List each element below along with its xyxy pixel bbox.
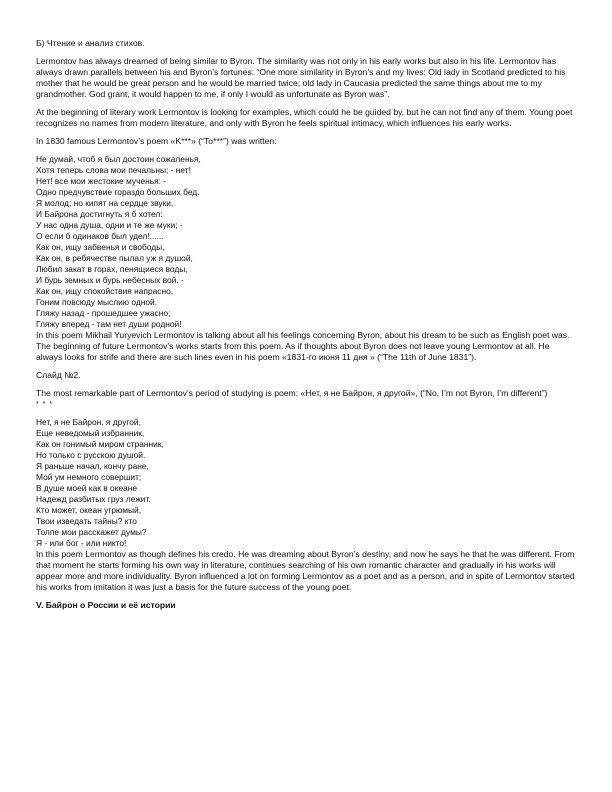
poem-line: Гоним повсюду мыслию одной. [36,297,158,307]
paragraph-poem-analysis: In this poem Mikhail Yuryevich Lermontov is talking about all his feelings concerning Byron, about his dream to be such as English poet was. The beginning of future Lermontov’s works starts from this poem. As if thoughts about Byron does not leave young Lermontov at all. He always looks for strife and there are such lines even in his poem «1831-го июня 11 дня » (“The 11th of June 1831”). [36,330,570,362]
paragraph-literary-beginning: At the beginning of literary work Lermontov is looking for examples, which could he be guided by, but he can not find any of them. Young poet recognizes no names from modern literature, and only with Byron he feels spiritual intimacy, which influences his early works. [36,107,573,128]
paragraph-byron-similarity: Lermontov has always dreamed of being similar to Byron. The similarity was not only in his early works but also in his life. Lermontov has always drawn parallels between his and Byron’s fortunes: “One more similarity in Byron’s and my lives: Old lady in Scotland predicted to his mother that he would be great person and he would be married twice; old lady in Caucasia predicted the same things about me to my grandmother. God grant, it would happen to me, if only I would as unfortunate as Byron was”. [36,56,566,99]
poem-line: Хотя теперь слова мои печальны; - нет! [36,165,191,175]
poem-line: Не думай, чтоб я был достоин сожаленья, [36,154,201,164]
poem-line: Твои изведать тайны? кто [36,516,137,526]
poem-line: Надежд разбитых груз лежит. [36,494,151,504]
poem-line: О если б одинаков был удел!...... [36,231,164,241]
poem-line: Как он гонимый миром странник, [36,439,164,449]
poem-line: Я молод; но кипят на сердце звуки, [36,198,174,208]
poem-line: Любил закат в горах, пенящиеся воды, [36,264,188,274]
paragraph-not-byron-intro: The most remarkable part of Lermontov’s period of studying is poem: «Нет, я не Байрон, я другой», (“No, I’m not Byron, I’m different”) [36,388,548,398]
section-v-title: V. Байрон о России и её истории [36,600,176,610]
poem-not-byron [36,417,576,549]
poem-line: Нет, я не Байрон, я другой, [36,417,141,427]
poem-line: У нас одна душа, одни и те же муки; - [36,220,183,230]
poem-line: Кто может, океан угрюмый, [36,505,142,515]
poem-k [36,154,576,330]
poem-line: Как он, ищу спокойствия напрасно, [36,286,174,296]
slide-label: Слайд №2. [36,370,81,380]
poem-line: В душе моей как в океане [36,483,138,493]
poem-line: Одно предчувствие гораздо больших бед. [36,187,200,197]
poem-line: Нет! все мои жестокие мученья: - [36,176,167,186]
poem-line: Но только с русскою душой. [36,450,146,460]
poem-line: Еще неведомый избранник, [36,428,145,438]
poem-line: Гляжу назад - прошедшее ужасно; [36,308,171,318]
paragraph-credo: In this poem Lermontov as though defines his credo. He was dreaming about Byron’s destiny, and now he says he that he was different. From that moment he starts forming his own way in literature, continues searching of his own romantic character and gradually in his works will appear more and more individuality. Byron influenced a lot on forming Lermontov as a poet and as a person, and in spite of Lermontov started his works from imitation it was just a basis for the future success of the young poet. [36,549,575,592]
stars-divider: * * * [36,401,54,408]
poem-line: Как он, ищу забвенья и свободы, [36,242,165,252]
paragraph-poem-intro: In 1830 famous Lermontov’s poem «K***» (“To***”) was written: [36,136,277,146]
section-b-title: Б) Чтение и анализ стихов. [36,38,145,48]
poem-line: Как он, в ребячестве пылал уж я душой, [36,253,193,263]
poem-line: И Байрона достигнуть я б хотел: [36,209,163,219]
poem-line: И бурь земных и бурь небесных вой. - [36,275,184,285]
poem-line: Гляжу вперед - там нет души родной! [36,319,182,329]
poem-line: Я - или бог - или никто! [36,538,127,548]
document-page [36,38,576,611]
poem-line: Я раньше начал, кончу ране, [36,461,149,471]
poem-line: Мой ум немного совершит; [36,472,142,482]
poem-line: Толпе мои расскажет думы? [36,527,147,537]
